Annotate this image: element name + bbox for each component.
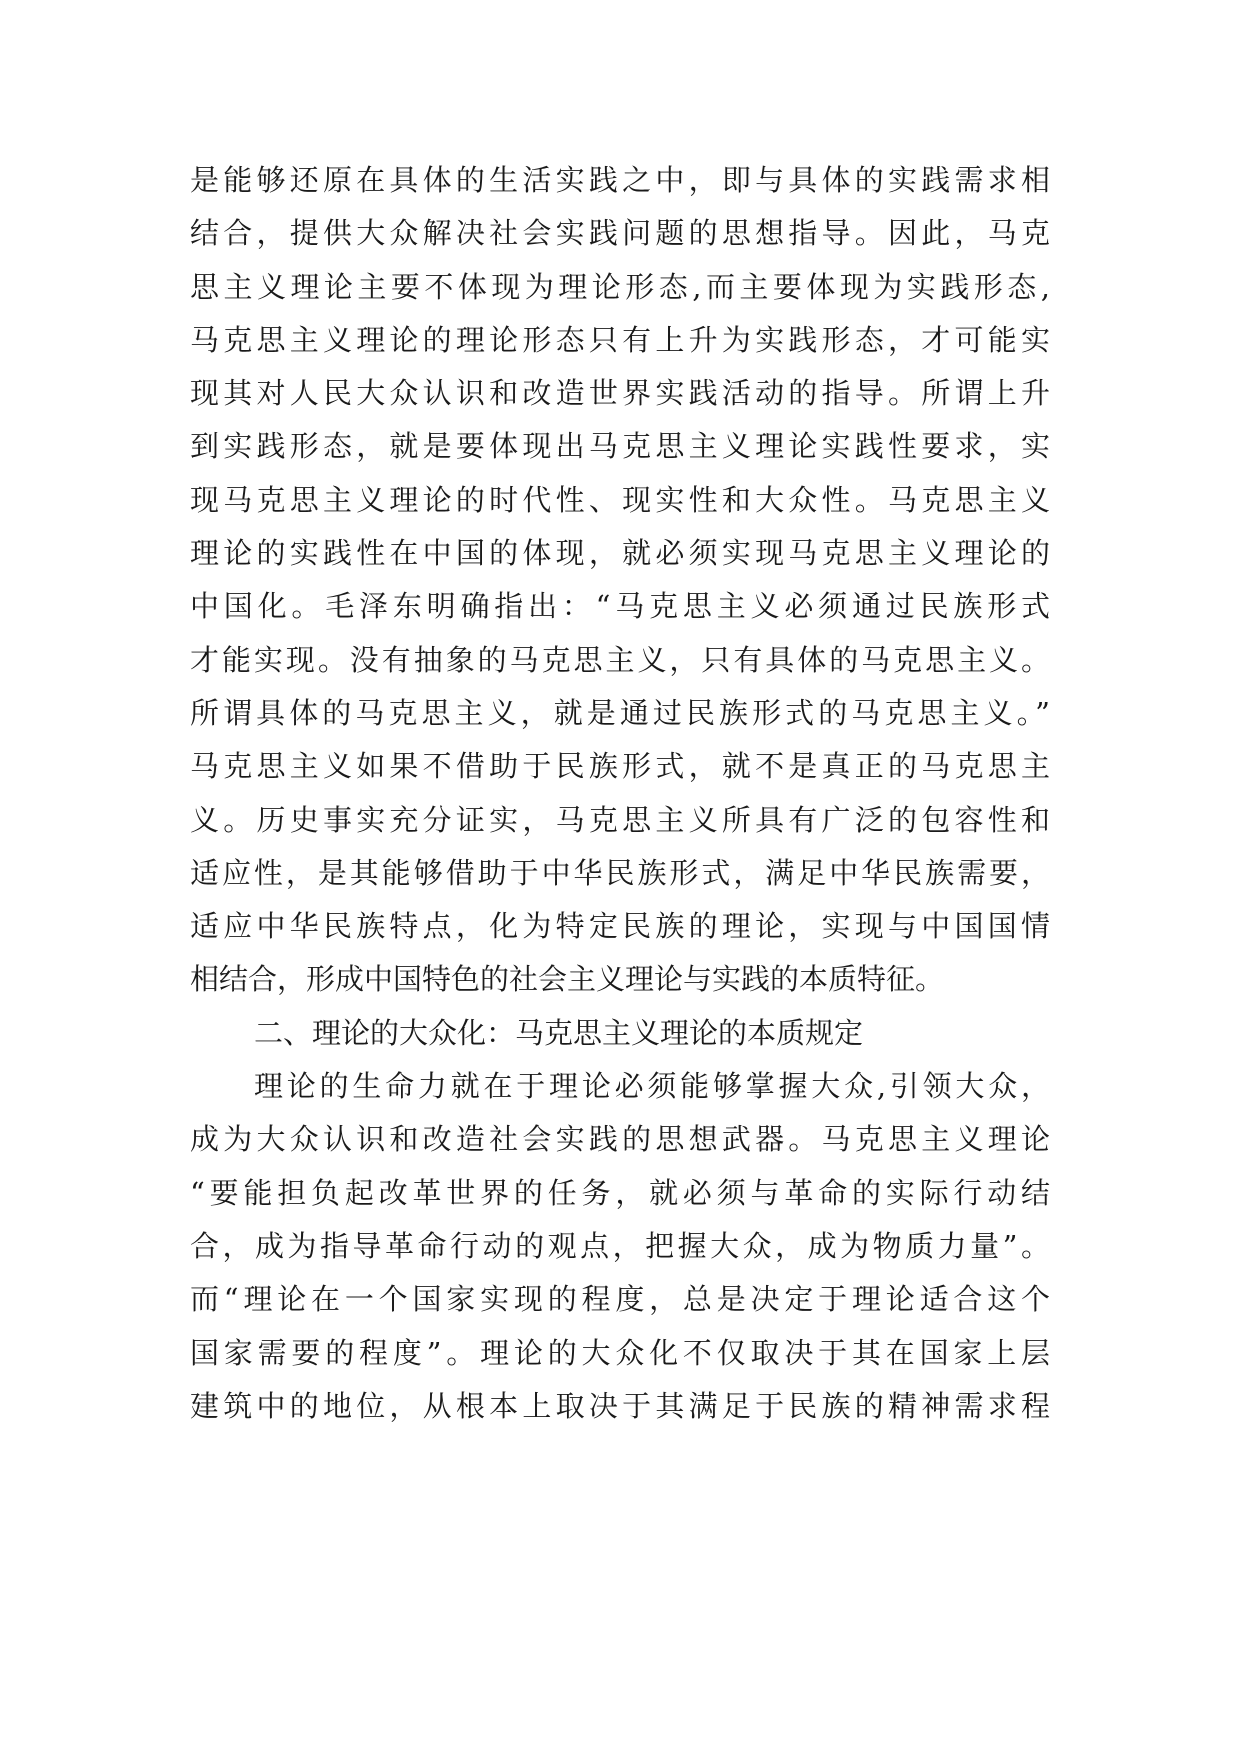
paragraph-line: 才能实现。没有抽象的马克思主义，只有具体的马克思主义。 bbox=[190, 642, 1050, 677]
paragraph-line: 适应性，是其能够借助于中华民族形式，满足中华民族需要， bbox=[190, 855, 1050, 890]
paragraph-line: 成为大众认识和改造社会实践的思想武器。马克思主义理论 bbox=[190, 1122, 1050, 1157]
paragraph-line: 适应中华民族特点，化为特定民族的理论，实现与中国国情 bbox=[190, 909, 1050, 944]
paragraph-line: 建筑中的地位，从根本上取决于其满足于民族的精神需求程 bbox=[190, 1388, 1050, 1423]
paragraph-line: “要能担负起改革世界的任务，就必须与革命的实际行动结 bbox=[190, 1175, 1050, 1210]
paragraph-line: 理论的生命力就在于理论必须能够掌握大众,引领大众， bbox=[254, 1069, 1050, 1104]
paragraph-line: 国家需要的程度”。理论的大众化不仅取决于其在国家上层 bbox=[190, 1335, 1050, 1370]
paragraph-line: 结合，提供大众解决社会实践问题的思想指导。因此，马克 bbox=[190, 216, 1050, 251]
paragraph-line: 义。历史事实充分证实，马克思主义所具有广泛的包容性和 bbox=[190, 802, 1050, 837]
document-body bbox=[190, 158, 1050, 1437]
paragraph-line: 而“理论在一个国家实现的程度，总是决定于理论适合这个 bbox=[190, 1282, 1050, 1317]
paragraph-line: 中国化。毛泽东明确指出：“马克思主义必须通过民族形式 bbox=[190, 589, 1050, 624]
paragraph-line: 到实践形态，就是要体现出马克思主义理论实践性要求，实 bbox=[190, 429, 1050, 464]
paragraph-line: 现马克思主义理论的时代性、现实性和大众性。马克思主义 bbox=[190, 482, 1050, 517]
paragraph-line: 所谓具体的马克思主义，就是通过民族形式的马克思主义。” bbox=[190, 695, 1050, 730]
paragraph-line: 合，成为指导革命行动的观点，把握大众，成为物质力量”。 bbox=[190, 1228, 1050, 1263]
paragraph-line: 马克思主义如果不借助于民族形式，就不是真正的马克思主 bbox=[190, 749, 1050, 784]
paragraph-line: 思主义理论主要不体现为理论形态,而主要体现为实践形态, bbox=[190, 269, 1050, 304]
paragraph-line: 理论的实践性在中国的体现，就必须实现马克思主义理论的 bbox=[190, 536, 1050, 571]
section-heading: 二、理论的大众化：马克思主义理论的本质规定 bbox=[254, 1015, 864, 1050]
paragraph-line: 现其对人民大众认识和改造世界实践活动的指导。所谓上升 bbox=[190, 376, 1050, 411]
paragraph-line: 是能够还原在具体的生活实践之中，即与具体的实践需求相 bbox=[190, 163, 1050, 197]
paragraph-line: 马克思主义理论的理论形态只有上升为实践形态，才可能实 bbox=[190, 322, 1050, 357]
paragraph-line: 相结合，形成中国特色的社会主义理论与实践的本质特征。 bbox=[190, 962, 945, 997]
